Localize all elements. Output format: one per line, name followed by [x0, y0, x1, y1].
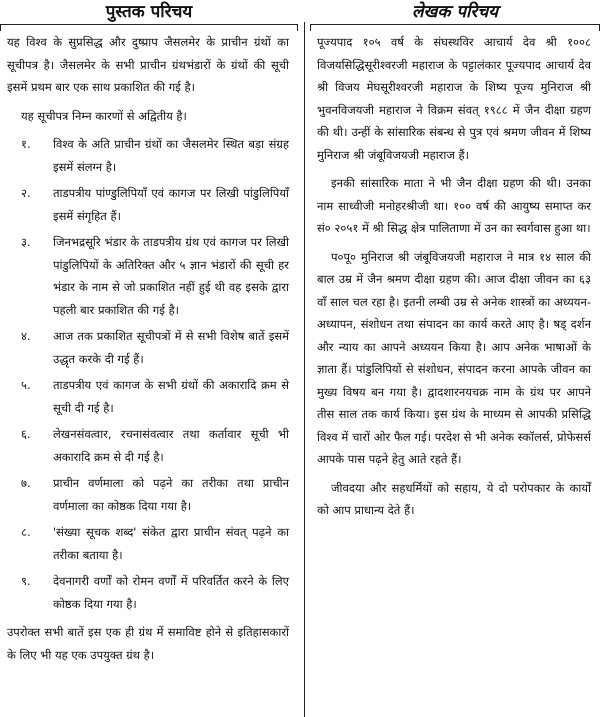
- uniqueness-lead: यह सूचीपत्र निम्न कारणों से अद्वितीय है।: [21, 108, 187, 123]
- book-introduction-box: [0, 24, 298, 662]
- author-paragraph-4: जीवदया और सहधर्मियों को सहाय, ये दो परोपकार के कार्यों को आप प्राधान्य देते हैं।: [317, 480, 591, 517]
- item-number: १.: [21, 137, 31, 151]
- column-divider: [304, 22, 305, 717]
- item-text: 'संख्या सूचक शब्द' संकेत द्वारा प्राचीन संवत् पढ़ने का तरीका बताया है।: [53, 525, 289, 562]
- list-item: [7, 133, 289, 178]
- item-text: देवनागरी वर्णों को रोमन वर्णों में परिवर्तित करने के लिए कोष्ठक दिया गया है।: [53, 574, 289, 611]
- item-number: ४.: [21, 329, 31, 343]
- uniqueness-list: [7, 133, 289, 615]
- book-introduction-column: [0, 0, 298, 662]
- list-item: [7, 182, 289, 227]
- book-introduction-heading: पुस्तक परिचय: [105, 2, 193, 22]
- item-text: ताडपत्रीय एवं कागज के सभी ग्रंथों की अकारादि क्रम से सूची दी गई है।: [53, 378, 289, 415]
- author-introduction-box: [310, 24, 600, 517]
- list-item: [7, 325, 289, 370]
- item-text: लेखनसंवत्वार, रचनासंवत्वार तथा कर्तावार सूची भी अकारादि क्रम से दी गई है।: [53, 427, 289, 464]
- item-number: ६.: [21, 427, 31, 441]
- author-paragraph-2: इनकी सांसारिक माता ने भी जैन दीक्षा ग्रहण की थी। उनका नाम साध्वीजी मनोहरश्रीजी था। १०० वर्ष की आयुष्य समाप्त कर सं० २०५१ में श्री सिद्ध क्षेत्र पालिताणा में उन का स्वर्गवास हुआ था।: [317, 176, 591, 235]
- list-item: [7, 521, 289, 566]
- closing-paragraph: उपरोक्त सभी बातें इस एक ही ग्रंथ में समाविष्ट होने से इतिहासकारों के लिए भी यह एक उपयुक्त ग्रंथ है।: [7, 625, 289, 662]
- author-paragraph-3: प०पू० मुनिराज श्री जंबूविजयजी महाराज ने मात्र १४ साल की बाल उम्र में जैन श्रमण दीक्षा ग्रहण की। आज दीक्षा जीवन का ६३ वाँ साल चल रहा है। इतनी लम्बी उम्र से अनेक शास्त्रों का अध्ययन-अध्यापन, संशोधन तथा संपादन का कार्य करते आए है। षड् दर्शन और न्याय का आपने अध्ययन किया है। आप अनेक भाषाओं के ज्ञाता हैं। पांडुलिपियों से संशोधन, संपादन करना आपके जीवन का मुख्य विषय बन गया है। द्वादशारनयचक्र नाम के ग्रंथ पर आपने तीस साल तक कार्य किया। इस ग्रंथ के माध्यम से आपकी प्रसिद्धि विश्व में चारों ओर फैल गई। परदेश से भी अनेक स्कॉलर्स, प्रोफेसर्स आपके पास पढ़ने हेतु आते रहते हैं।: [317, 249, 591, 466]
- item-text: विश्व के अति प्राचीन ग्रंथों का जैसलमेर स्थित बड़ा संग्रह इसमें संलग्न है।: [53, 137, 289, 174]
- list-item: [7, 423, 289, 468]
- list-item: [7, 570, 289, 615]
- list-item: [7, 231, 289, 321]
- intro-paragraph: यह विश्व के सुप्रसिद्ध और दुष्प्राप जैसलमेर के प्राचीन ग्रंथों का सूचीपत्र है। जैसलमेर के सभी प्राचीन ग्रंथभंडारों के ग्रंथों की सूची इसमें प्रथम बार एक साथ प्रकाशित की गई है।: [7, 35, 289, 94]
- author-paragraph-1: पूज्यपाद १०५ वर्ष के संघस्थविर आचार्य देव श्री १००८ विजयसिद्धिसूरीश्वरजी महाराज के पट्टालंकार पूज्यपाद आचार्य देव श्री विजय मेघसूरीश्वरजी महाराज के शिष्य पूज्य मुनिराज श्री भुवनविजयजी महाराज ने विक्रम संवत् १९८८ में जैन दीक्षा ग्रहण की थी। उन्हीं के सांसारिक संबन्ध से पुत्र एवं श्रमण जीवन में शिष्य मुनिराज श्री जंबूविजयजी महाराज हैं।: [317, 35, 591, 162]
- list-item: [7, 374, 289, 419]
- author-introduction-heading: लेखक परिचय: [411, 2, 499, 22]
- item-text: प्राचीन वर्णमाला को पढ़ने का तरीका तथा प्राचीन वर्णमाला का कोष्ठक दिया गया है।: [53, 476, 289, 513]
- item-text: ताडपत्रीय पांण्डुलिपियाँ एवं कागज पर लिखी पांडुलिपियाँ इसमें संगृहित हैं।: [53, 186, 289, 223]
- item-text: जिनभद्रसूरि भंडार के ताडपत्रीय ग्रंथ एवं कागज पर लिखी पांडुलिपियों के अतिरिक्त और ५ ज्ञान भंडारों की सूची हर भंडार के नाम से जो प्रकाशित नहीं हुई थी वह इसके द्वारा पहली बार प्रकाशित की गई है।: [53, 235, 289, 317]
- item-number: ९.: [21, 574, 31, 588]
- list-item: [7, 472, 289, 517]
- item-number: ७.: [21, 476, 31, 490]
- author-introduction-column: [310, 0, 600, 517]
- item-text: आज तक प्रकाशित सूचीपत्रों में से सभी विशेष बातें इसमें उद्धृत करके दी गई हैं।: [53, 329, 289, 366]
- item-number: ५.: [21, 378, 31, 392]
- item-number: ३.: [21, 235, 31, 249]
- item-number: ८.: [21, 525, 31, 539]
- item-number: २.: [21, 186, 31, 200]
